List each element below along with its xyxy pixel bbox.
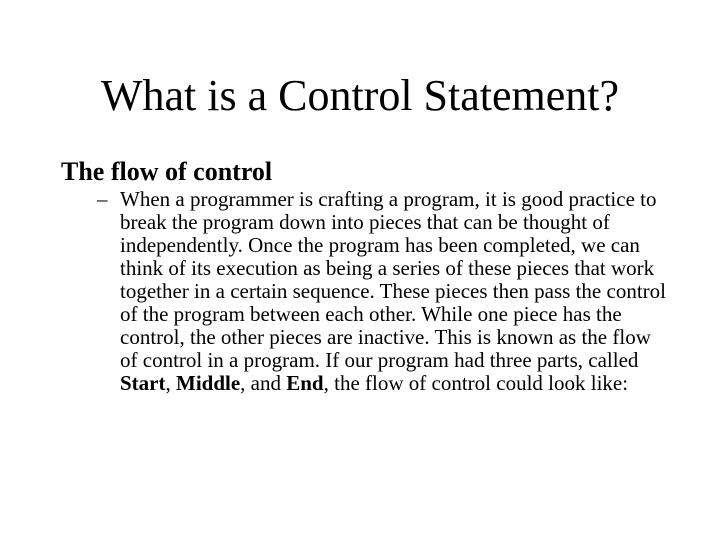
- paragraph-text-2: , the flow of control could look like:: [323, 371, 629, 395]
- section-heading: The flow of control: [61, 157, 273, 186]
- slide-title: What is a Control Statement?: [100, 71, 620, 120]
- paragraph-sep-1: ,: [165, 371, 176, 395]
- paragraph-text-1: When a programmer is crafting a program, it is good practice to break the program down into pieces that can be thought of independently. Once the program has been completed, we can think of its execution as being a series of these pieces that work together in a certain sequence. These pieces then pass the control of the program between each other. While one piece has the control, the other pieces are inactive. This is known as the flow of control in a program. If our program had three parts, called: [120, 187, 666, 372]
- term-start: Start: [120, 371, 166, 395]
- term-middle: Middle: [176, 371, 241, 395]
- bullet-paragraph: [120, 188, 668, 395]
- paragraph-sep-2: , and: [240, 371, 287, 395]
- term-end: End: [286, 371, 324, 395]
- bullet-dash: –: [97, 187, 108, 211]
